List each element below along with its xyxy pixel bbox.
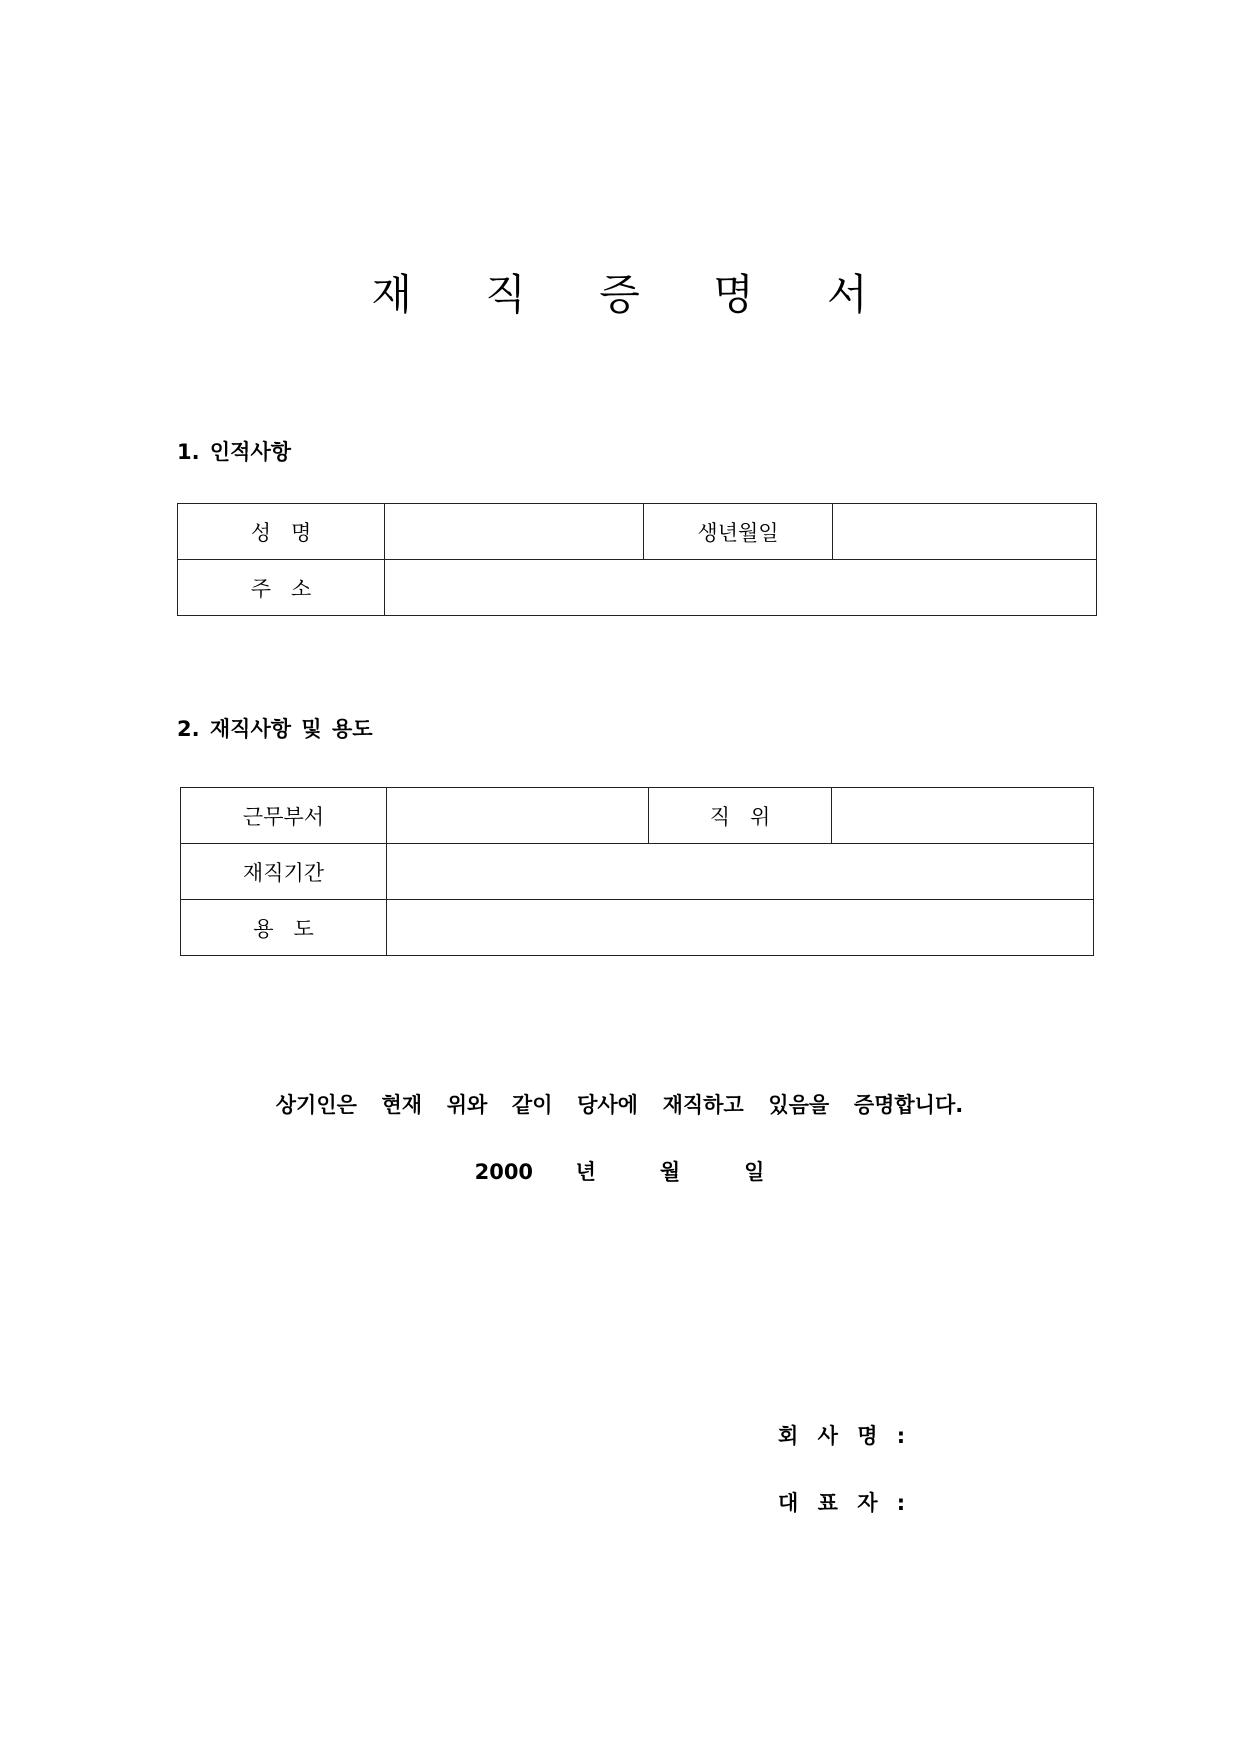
name-field[interactable] [385, 504, 644, 560]
company-name-label: 회 사 명 : [778, 1424, 912, 1448]
personal-info-table [177, 503, 1097, 616]
employment-period-label: 재직기간 [181, 844, 387, 900]
position-label: 직 위 [649, 788, 832, 844]
address-field[interactable] [385, 560, 1097, 616]
issue-date: 2000 년 월 일 [474, 1160, 765, 1184]
department-label: 근무부서 [181, 788, 387, 844]
section-heading-employment: 2. 재직사항 및 용도 [177, 717, 373, 741]
table-row [178, 560, 1097, 616]
table-row [181, 788, 1094, 844]
employment-period-field[interactable] [387, 844, 1094, 900]
employment-info-table [180, 787, 1094, 956]
birthdate-field[interactable] [833, 504, 1097, 560]
table-row [181, 844, 1094, 900]
birthdate-label: 생년월일 [644, 504, 833, 560]
position-field[interactable] [832, 788, 1094, 844]
address-label: 주 소 [178, 560, 385, 616]
name-label: 성 명 [178, 504, 385, 560]
department-field[interactable] [387, 788, 649, 844]
table-row [178, 504, 1097, 560]
certification-statement: 상기인은 현재 위와 같이 당사에 재직하고 있음을 증명합니다. [275, 1093, 964, 1117]
representative-label: 대 표 자 : [778, 1491, 912, 1515]
page-title: 재 직 증 명 서 [371, 270, 898, 319]
section-heading-personal-info: 1. 인적사항 [177, 440, 292, 464]
table-row [181, 900, 1094, 956]
purpose-field[interactable] [387, 900, 1094, 956]
purpose-label: 용 도 [181, 900, 387, 956]
